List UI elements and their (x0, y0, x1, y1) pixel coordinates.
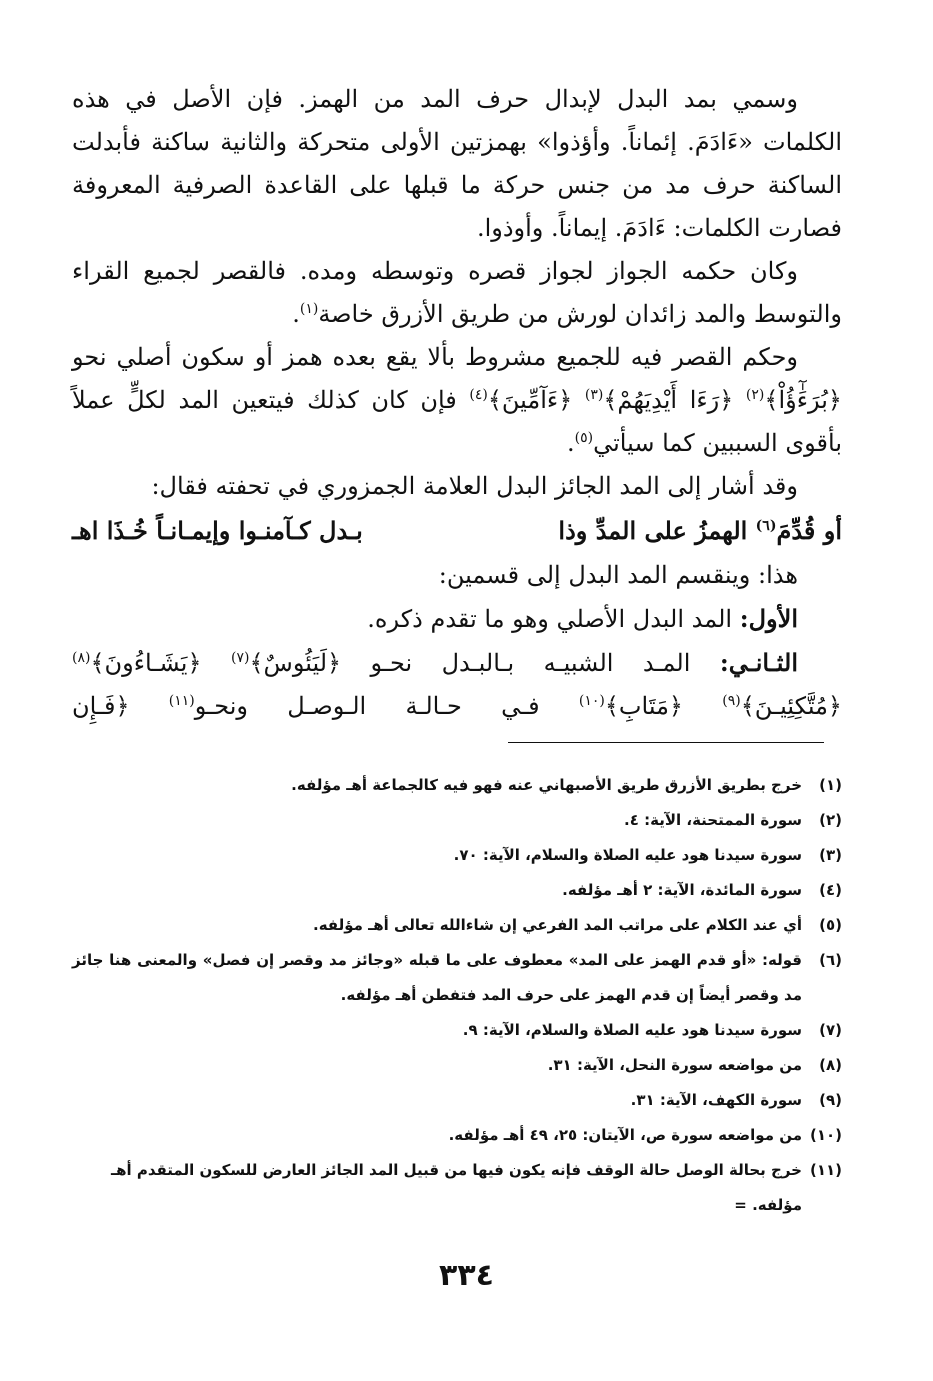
first-type-text: المد البدل الأصلي وهو ما تقدم ذكره. (367, 605, 733, 633)
poem-hemistich-1 (558, 508, 842, 554)
quran-word-5: ﴿يَشَـاءُونَ﴾ (90, 649, 202, 677)
paragraph-first-type (72, 597, 842, 641)
footnote-2 (72, 803, 842, 838)
page-number: ٣٣٤ (439, 1258, 494, 1293)
paragraph-5: هذا: وينقسم المد البدل إلى قسمين: (438, 561, 798, 589)
footnote-text: سورة سيدنا هود عليه الصلاة والسلام، الآية: ٩. (462, 1021, 802, 1039)
quran-word-1: ﴿بُرَءَٰٓؤُاْ﴾ (764, 386, 842, 414)
footnote-number: (٤) (819, 881, 842, 899)
footnote-ref-3: (٣) (584, 387, 604, 403)
paragraph-second-type-line-2 (72, 685, 842, 728)
footnote-ref-8: (٨) (72, 650, 91, 666)
footnote-number: (٢) (819, 811, 842, 829)
paragraph-2: وكان حكمه الجواز لجواز قصره وتوسطه ومده. فالقصر لجميع القراء والتوسط والمد زائدان لورش من طريق الأزرق خاصة$^{(١)}$. (72, 257, 842, 328)
footnote-text: سورة المائدة، الآية: ٢ أهـ مؤلفه. (562, 881, 802, 899)
footnote-text: خرج بحالة الوصل حالة الوقف فإنه يكون فيها من قبيل المد الجائز العارض للسكون المتقدم أهـ مؤلفه. = (110, 1161, 802, 1214)
footnote-ref-10: (١٠) (578, 693, 605, 709)
footnote-number: (٣) (819, 846, 842, 864)
second-type-text: المـد الشبيـه بـالبـدل نحـو (370, 649, 691, 677)
poem-hemistich-2: بـدل كـآمنـوا وإيمـانـاً خُـذَا اهـ (72, 516, 363, 545)
footnote-5 (72, 908, 842, 943)
paragraph-3: وحكم القصر فيه للجميع مشروط بألا يقع بعده همز أو سكون أصلي نحو ﴿بُرَءَٰٓؤُاْ﴾$^{(٢)}$ ﴿رَءَا أَيْدِيَهُمْ﴾$^{(٣)}$ ﴿ءَآمِّينَ﴾$^{(٤)}$ فإن كان كذلك فيتعين المد لكلٍّ عملاً بأقوى السببين كما سيأتي$^{(٥)}$. (72, 343, 842, 457)
paragraph-3-continuation: فإن كان كذلك فيتعين المد لكلٍّ عملاً (72, 386, 457, 414)
main-text (72, 78, 842, 728)
quran-word-8: ﴿فَـإِن (72, 692, 130, 720)
footnote-ref-7: (٧) (230, 650, 250, 666)
footnote-11 (72, 1153, 842, 1223)
second-type-label: الثـانـي: (719, 648, 798, 677)
quran-word-7: ﴿مَتَابِ﴾ (604, 692, 683, 720)
footnote-9 (72, 1083, 842, 1118)
footnote-number: (٦) (819, 951, 842, 969)
footnote-text: خرج بطريق الأزرق طريق الأصبهاني عنه فهو فيه كالجماعة أهـ مؤلفه. (291, 776, 802, 794)
poem-hemistich-1-start: أو قُدِّمَ (776, 516, 842, 545)
paragraph-second-type-line-1 (72, 641, 842, 685)
first-type-label: الأول: (739, 604, 798, 633)
footnote-text: قوله: «أو قدم الهمز على المد» معطوف على ما قبله «وجائز مد وقصر إن فصل» والمعنى هنا جائز مد وقصر أيضاً إن قدم الهمز على حرف المد فتفطن أهـ مؤلفه. (72, 951, 802, 1004)
footnote-ref-9: (٩) (722, 693, 741, 709)
footnote-8 (72, 1048, 842, 1083)
paragraph-1: وسمي بمد البدل لإبدال حرف المد من الهمز. فإن الأصل في هذه الكلمات «ءَادَمَ. إئماناً. وأؤذوا» بهمزتين الأولى متحركة والثانية ساكنة فأبدلت الساكنة حرف مد من جنس حركة ما قبلها على القاعدة الصرفية المعروفة فصارت الكلمات: ءَادَمَ. إيماناً. وأوذوا. (72, 85, 842, 242)
footnote-number: (٧) (819, 1021, 842, 1039)
footnote-number: (٨) (819, 1056, 842, 1074)
footnote-4 (72, 873, 842, 908)
footnote-number: (١) (819, 776, 842, 794)
poem-hemistich-1-end: الهمزُ على المدِّ وذا (558, 516, 748, 545)
footnote-ref-1: (١) (299, 301, 319, 317)
footnote-ref-4: (٤) (469, 387, 488, 403)
footnote-separator (508, 742, 824, 743)
footnote-number: (١٠) (809, 1126, 842, 1144)
paragraph-3-text: وحكم القصر فيه للجميع مشروط بألا يقع بعده همز أو سكون أصلي نحو (72, 343, 798, 371)
footnote-number: (٩) (819, 1091, 842, 1109)
paragraph-4: وقد أشار إلى المد الجائز البدل العلامة الجمزوري في تحفته فقال: (151, 472, 798, 500)
footnote-ref-5: (٥) (574, 430, 594, 446)
footnote-3 (72, 838, 842, 873)
footnote-6 (72, 943, 842, 1013)
footnote-text: سورة الكهف، الآية: ٣١. (630, 1091, 802, 1109)
footnote-text: من مواضعه سورة ص، الآيتان: ٢٥، ٤٩ أهـ مؤلفه. (448, 1126, 802, 1144)
quran-word-3: ﴿ءَآمِّينَ﴾ (487, 386, 573, 414)
footnote-ref-6: (٦) (755, 518, 777, 534)
footnote-text: سورة الممتحنة، الآية: ٤. (624, 811, 802, 829)
footnote-text: أي عند الكلام على مراتب المد الفرعي إن شاءالله تعالى أهـ مؤلفه. (313, 916, 802, 934)
quran-word-6: ﴿مُتَّكِئِيـنَ﴾ (740, 692, 842, 720)
footnotes (72, 768, 842, 1223)
footnote-ref-2: (٢) (745, 387, 765, 403)
quran-word-4: ﴿لَيَئُوسٌ﴾ (249, 649, 342, 677)
quran-word-2: ﴿رَءَا أَيْدِيَهُمْ﴾ (603, 386, 734, 414)
footnote-text: من مواضعه سورة النحل، الآية: ٣١. (547, 1056, 802, 1074)
footnote-10 (72, 1118, 842, 1153)
footnote-number: (٥) (819, 916, 842, 934)
paragraph-2-text: وكان حكمه الجواز لجواز قصره وتوسطه ومده. فالقصر لجميع القراء والتوسط والمد زائدان لورش من طريق الأزرق خاصة (72, 257, 842, 328)
paragraph-3-end: بأقوى السببين كما سيأتي (593, 429, 842, 457)
poem-verse (72, 508, 842, 554)
footnote-7 (72, 1013, 842, 1048)
footnote-number: (١١) (809, 1161, 842, 1179)
footnote-1 (72, 768, 842, 803)
second-type-continuation: فـي حـالـة الـوصـل ونحـو (194, 692, 540, 720)
footnote-ref-11: (١١) (168, 693, 195, 709)
footnote-text: سورة سيدنا هود عليه الصلاة والسلام، الآية: ٧٠. (453, 846, 802, 864)
